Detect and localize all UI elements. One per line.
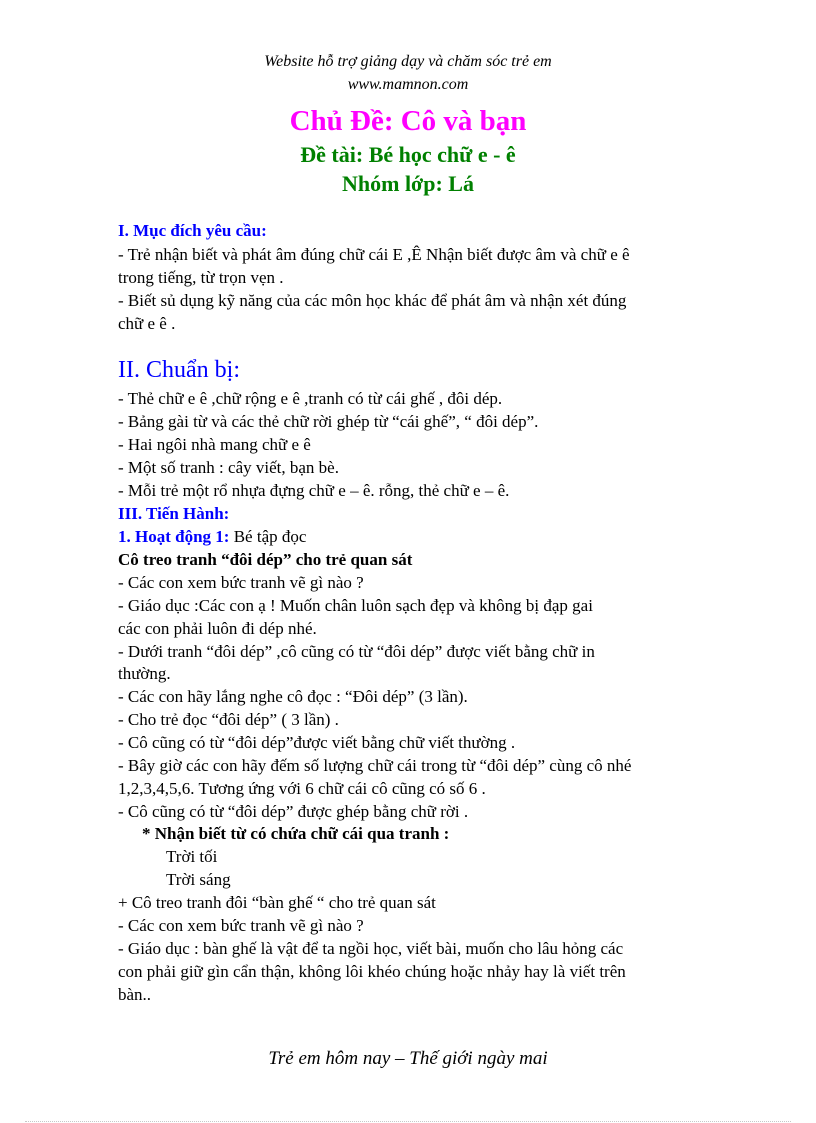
section3-heading: III. Tiến Hành:	[118, 504, 230, 523]
activity-line: các con phải luôn đi dép nhé.	[118, 619, 317, 638]
activity-1-line	[118, 527, 306, 547]
section2-line: - Hai ngôi nhà mang chữ e ê	[118, 435, 311, 454]
page-bottom-divider	[25, 1121, 791, 1122]
activity-line: - Dưới tranh “đôi dép” ,cô cũng có từ “đôi dép” được viết bằng chữ in	[118, 642, 595, 661]
section2-line: - Bảng gài từ và các thẻ chữ rời ghép từ “cái ghế”, “ đôi dép”.	[118, 412, 539, 431]
activity-line: + Cô treo tranh đôi “bàn ghế “ cho trẻ quan sát	[118, 893, 436, 912]
activity-line: con phải giữ gìn cẩn thận, không lôi khéo chúng hoặc nhảy hay là viết trên	[118, 962, 626, 981]
section2-line: - Thẻ chữ e ê ,chữ rộng e ê ,tranh có từ cái ghế , đôi dép.	[118, 389, 503, 408]
activity-line: bàn..	[118, 985, 152, 1004]
section2-heading: II. Chuẩn bị:	[118, 357, 240, 383]
activity-line: thường.	[118, 664, 171, 683]
activity-line: - Giáo dục :Các con ạ ! Muốn chân luôn sạch đẹp và không bị đạp gai	[118, 596, 593, 615]
header-url-line: www.mamnon.com	[347, 76, 469, 93]
activity-1-text: Bé tập đọc	[229, 527, 307, 546]
theme-title: Chủ Đề: Cô và bạn	[289, 105, 527, 137]
activity-line: - Các con xem bức tranh vẽ gì nào ?	[118, 916, 364, 935]
section2-line: - Một số tranh : cây viết, bạn bè.	[118, 458, 339, 477]
section1-heading: I. Mục đích yêu cầu:	[118, 221, 267, 240]
section1-line: chữ e ê .	[118, 314, 176, 333]
activity-line: - Cô cũng có từ “đôi dép” được ghép bằng chữ rời .	[118, 802, 469, 821]
footer-slogan: Trẻ em hôm nay – Thế giới ngày mai	[268, 1048, 548, 1069]
activity-line: - Bây giờ các con hãy đếm số lượng chữ cái trong từ “đôi dép” cùng cô nhé	[118, 756, 632, 775]
activity-line: - Cho trẻ đọc “đôi dép” ( 3 lần) .	[118, 710, 339, 729]
activity-line: - Các con hãy lắng nghe cô đọc : “Đôi dép” (3 lần).	[118, 687, 468, 706]
activity-line: - Cô cũng có từ “đôi dép”được viết bằng chữ viết thường .	[118, 733, 516, 752]
activity-line: - Giáo dục : bàn ghế là vật để ta ngồi học, viết bài, muốn cho lâu hỏng các	[118, 939, 624, 958]
activity-line: - Các con xem bức tranh vẽ gì nào ?	[118, 573, 364, 592]
section1-line: - Biết sủ dụng kỹ năng của các môn học khác để phát âm và nhận xét đúng	[118, 291, 627, 310]
example-word: Trời tối	[166, 847, 218, 866]
section1-line: - Trẻ nhận biết và phát âm đúng chữ cái E ,Ê Nhận biết được âm và chữ e ê	[118, 245, 630, 264]
activity-line: 1,2,3,4,5,6. Tương ứng với 6 chữ cái cô cũng có số 6 .	[118, 779, 486, 798]
activity-1-label: 1. Hoạt động 1:	[118, 527, 230, 546]
example-word: Trời sáng	[166, 870, 231, 889]
topic-title: Đề tài: Bé học chữ e - ê	[300, 142, 516, 167]
recognize-heading: * Nhận biết từ có chứa chữ cái qua tranh :	[142, 824, 450, 843]
group-title: Nhóm lớp: Lá	[342, 171, 474, 196]
header-website-line: Website hỗ trợ giảng dạy và chăm sóc trẻ em	[264, 53, 552, 70]
activity-subheading: Cô treo tranh “đôi dép” cho trẻ quan sát	[118, 550, 413, 569]
section1-line: trong tiếng, từ trọn vẹn .	[118, 268, 284, 287]
section2-line: - Mỗi trẻ một rổ nhựa đựng chữ e – ê. rỗng, thẻ chữ e – ê.	[118, 481, 510, 500]
